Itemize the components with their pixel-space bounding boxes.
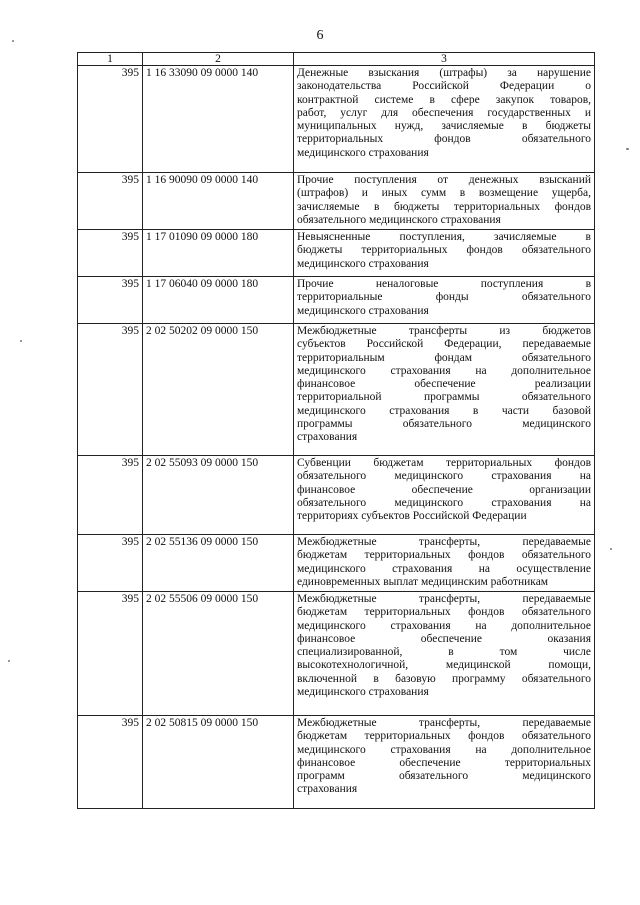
description-line: медицинского страхования [297, 146, 429, 159]
description-line: территориальной программы обязательного [297, 391, 591, 404]
description-line: работ, услуг для обеспечения государственных и [297, 106, 591, 119]
row-budget-classification-code: 1 17 01090 09 0000 180 [143, 230, 294, 277]
description-line: специализированной, в том числе [297, 646, 591, 659]
row-admin-code: 395 [78, 535, 143, 592]
description-line: территориях субъектов Российской Федерации [297, 510, 527, 523]
description-line: программ обязательного медицинского [297, 770, 591, 783]
description-line: страхования [297, 783, 358, 796]
description-line: медицинского страхования на дополнительное [297, 364, 591, 377]
table-row [78, 456, 595, 535]
description-line: Денежные взыскания (штрафы) за нарушение [297, 67, 591, 79]
table-row [78, 277, 595, 324]
table-row [78, 230, 595, 277]
description-line: бюджетам территориальных фондов обязательного [297, 730, 591, 743]
description-line: медицинского страхования [297, 257, 429, 270]
description-line: (штрафов) и иных сумм в возмещение ущерба, [297, 187, 591, 200]
row-budget-classification-code: 2 02 50202 09 0000 150 [143, 324, 294, 456]
row-description [294, 277, 595, 324]
description-line: медицинского страхования на осуществление [297, 562, 591, 575]
description-line: контрактной системе в сфере закупок товаров, [297, 93, 591, 106]
description-line: медицинского страхования [297, 304, 429, 317]
table-row [78, 324, 595, 456]
description-line: обязательного медицинского страхования [297, 213, 501, 226]
description-line: законодательства Российской Федерации о [297, 80, 591, 93]
row-description [294, 535, 595, 592]
description-line: Прочие поступления от денежных взысканий [297, 174, 591, 186]
table-header-row [78, 53, 595, 66]
description-line: бюджетам территориальных фондов обязательного [297, 549, 591, 562]
row-admin-code: 395 [78, 592, 143, 716]
scan-speck [8, 660, 10, 662]
table-row [78, 716, 595, 809]
row-admin-code: 395 [78, 324, 143, 456]
description-line: страхования [297, 431, 358, 444]
row-description [294, 716, 595, 809]
row-budget-classification-code: 2 02 55093 09 0000 150 [143, 456, 294, 535]
row-description [294, 173, 595, 230]
description-line: бюджеты территориальных фондов обязательного [297, 244, 591, 257]
row-budget-classification-code: 1 16 90090 09 0000 140 [143, 173, 294, 230]
description-line: программы обязательного медицинского [297, 418, 591, 431]
row-admin-code: 395 [78, 277, 143, 324]
row-admin-code: 395 [78, 66, 143, 173]
table-row [78, 535, 595, 592]
page-number: 6 [316, 28, 324, 43]
table-row [78, 66, 595, 173]
description-line: включенной в базовую программу обязательного [297, 672, 591, 685]
description-line: бюджетам территориальных фондов обязательного [297, 606, 591, 619]
row-budget-classification-code: 2 02 55136 09 0000 150 [143, 535, 294, 592]
description-line: финансовое обеспечение оказания [297, 632, 591, 645]
description-line: территориальным фондам обязательного [297, 351, 591, 364]
description-line: Субвенции бюджетам территориальных фондов [297, 457, 591, 469]
description-line: медицинского страхования в части базовой [297, 404, 591, 417]
description-line: Невыясненные поступления, зачисляемые в [297, 231, 591, 243]
description-line: Межбюджетные трансферты из бюджетов [297, 325, 591, 337]
row-budget-classification-code: 1 17 06040 09 0000 180 [143, 277, 294, 324]
description-line: территориальные фонды обязательного [297, 291, 591, 304]
description-line: Межбюджетные трансферты, передаваемые [297, 536, 591, 548]
description-line: медицинского страхования на дополнительное [297, 619, 591, 632]
row-description [294, 324, 595, 456]
scan-speck [610, 548, 612, 550]
row-admin-code: 395 [78, 716, 143, 809]
description-line: Межбюджетные трансферты, передаваемые [297, 593, 591, 605]
description-line: высокотехнологичной, медицинской помощи, [297, 659, 591, 672]
column-header-2: 2 [143, 53, 294, 66]
description-line: единовременных выплат медицинским работникам [297, 575, 549, 588]
description-line: финансовое обеспечение территориальных [297, 756, 591, 769]
column-header-3: 3 [294, 53, 595, 66]
scan-speck [12, 40, 14, 42]
scan-speck [626, 148, 629, 150]
column-header-1: 1 [78, 53, 143, 66]
row-description [294, 592, 595, 716]
description-line: медицинского страхования на дополнительное [297, 743, 591, 756]
description-line: субъектов Российской Федерации, передаваемые [297, 338, 591, 351]
table-row [78, 592, 595, 716]
row-description [294, 230, 595, 277]
description-line: обязательного медицинского страхования на [297, 496, 591, 509]
row-admin-code: 395 [78, 456, 143, 535]
row-budget-classification-code: 1 16 33090 09 0000 140 [143, 66, 294, 173]
row-admin-code: 395 [78, 173, 143, 230]
row-description [294, 66, 595, 173]
description-line: финансовое обеспечение реализации [297, 378, 591, 391]
description-line: финансовое обеспечение организации [297, 483, 591, 496]
description-line: территориальных фондов обязательного [297, 133, 591, 146]
budget-code-table [77, 52, 595, 809]
description-line: муниципальных нужд, зачисляемые в бюджеты [297, 120, 591, 133]
description-line: Межбюджетные трансферты, передаваемые [297, 717, 591, 729]
description-line: Прочие неналоговые поступления в [297, 278, 591, 290]
row-admin-code: 395 [78, 230, 143, 277]
description-line: зачисляемые в бюджеты территориальных фондов [297, 200, 591, 213]
table-row [78, 173, 595, 230]
description-line: обязательного медицинского страхования на [297, 470, 591, 483]
scan-speck [20, 340, 22, 342]
row-budget-classification-code: 2 02 55506 09 0000 150 [143, 592, 294, 716]
row-budget-classification-code: 2 02 50815 09 0000 150 [143, 716, 294, 809]
description-line: медицинского страхования [297, 686, 429, 699]
row-description [294, 456, 595, 535]
